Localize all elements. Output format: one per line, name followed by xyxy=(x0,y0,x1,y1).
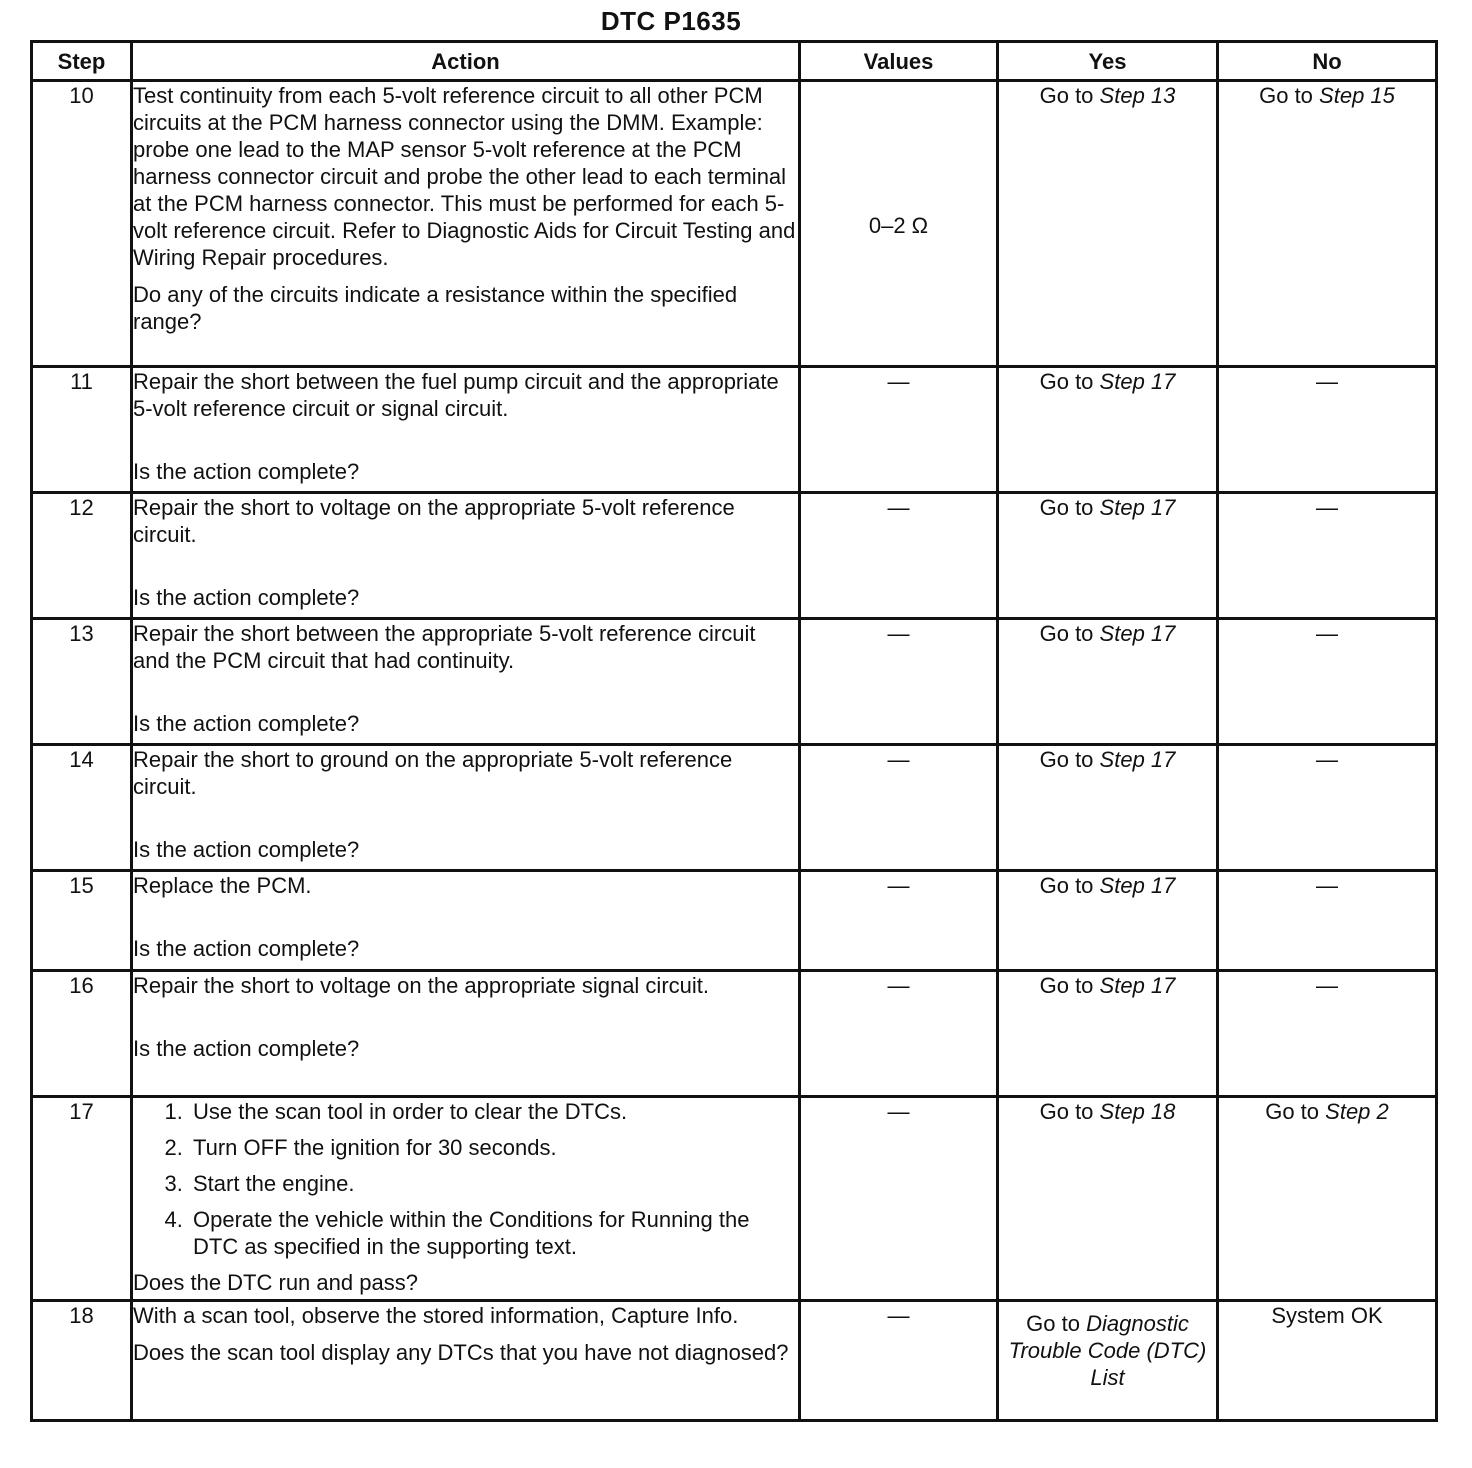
no-cell xyxy=(1218,1097,1437,1301)
page-title: DTC P1635 xyxy=(600,6,742,36)
action-cell xyxy=(132,367,800,493)
yes-cell xyxy=(998,367,1218,493)
list-item: 3. Start the engine. xyxy=(189,1170,798,1197)
action-question: Is the action complete? xyxy=(133,711,360,736)
values-cell: — xyxy=(800,971,998,1097)
action-cell xyxy=(132,1301,800,1421)
values-cell: — xyxy=(800,1097,998,1301)
action-text: Repair the short to voltage on the appropriate 5-volt reference circuit. xyxy=(133,495,735,547)
table-row xyxy=(32,367,1437,493)
step-link[interactable]: Step 13 xyxy=(1099,83,1176,108)
goto-prefix: Go to xyxy=(1039,621,1094,646)
goto-prefix: Go to xyxy=(1039,873,1094,898)
yes-cell xyxy=(998,971,1218,1097)
goto-prefix: Go to xyxy=(1039,83,1094,108)
step-link[interactable]: Step 17 xyxy=(1099,621,1176,646)
yes-cell xyxy=(998,1301,1218,1421)
table-row xyxy=(32,971,1437,1097)
yes-cell xyxy=(998,493,1218,619)
action-cell xyxy=(132,745,800,871)
header-values: Values xyxy=(800,42,998,81)
values-cell: — xyxy=(800,871,998,971)
values-cell: 0–2 Ω xyxy=(800,81,998,367)
action-question: Is the action complete? xyxy=(133,837,360,862)
header-step: Step xyxy=(32,42,132,81)
no-cell: — xyxy=(1218,619,1437,745)
table-row xyxy=(32,493,1437,619)
step-link[interactable]: Step 2 xyxy=(1325,1099,1389,1124)
procedure-list xyxy=(133,1098,798,1260)
table-row xyxy=(32,871,1437,971)
action-text: Repair the short between the appropriate 5-volt reference circuit and the PCM circuit that had continuity. xyxy=(133,621,756,673)
action-text: With a scan tool, observe the stored information, Capture Info. xyxy=(133,1303,739,1328)
spacer xyxy=(133,548,798,584)
action-cell xyxy=(132,493,800,619)
spacer xyxy=(133,999,798,1035)
spacer xyxy=(133,674,798,710)
action-text: Repair the short between the fuel pump circuit and the appropriate 5-volt reference circuit or signal circuit. xyxy=(133,369,779,421)
step-link[interactable]: Step 17 xyxy=(1099,973,1176,998)
action-text: Replace the PCM. xyxy=(133,873,312,898)
header-row xyxy=(32,42,1437,81)
action-question: Is the action complete? xyxy=(133,459,360,484)
list-item: 2. Turn OFF the ignition for 30 seconds. xyxy=(189,1134,798,1161)
step-link[interactable]: Step 18 xyxy=(1099,1099,1176,1124)
yes-cell xyxy=(998,745,1218,871)
header-no: No xyxy=(1218,42,1437,81)
table-row xyxy=(32,81,1437,367)
step-link[interactable]: Step 17 xyxy=(1099,369,1176,394)
goto-prefix: Go to xyxy=(1039,1099,1094,1124)
values-cell: — xyxy=(800,367,998,493)
table-row xyxy=(32,745,1437,871)
dtc-table xyxy=(30,40,1438,1422)
step-number: 15 xyxy=(32,871,132,971)
table-row xyxy=(32,619,1437,745)
action-cell xyxy=(132,1097,800,1301)
no-cell: — xyxy=(1218,871,1437,971)
action-text: Test continuity from each 5-volt reference circuit to all other PCM circuits at the PCM harness connector using the DMM. Example: probe one lead to the MAP sensor 5-volt reference at the PCM harness connector circuit and probe the other lead to each terminal at the PCM harness connector. This must be performed for each 5-volt reference circuit. Refer to Diagnostic Aids for Circuit Testing and Wiring Repair procedures. xyxy=(133,83,796,270)
dtc-list-link[interactable]: Diagnostic Trouble Code (DTC) List xyxy=(1008,1311,1207,1390)
action-question: Does the DTC run and pass? xyxy=(133,1270,418,1295)
step-number: 11 xyxy=(32,367,132,493)
values-cell: — xyxy=(800,745,998,871)
goto-prefix: Go to xyxy=(1265,1099,1320,1124)
action-question: Is the action complete? xyxy=(133,1036,360,1061)
no-cell: — xyxy=(1218,493,1437,619)
header-yes: Yes xyxy=(998,42,1218,81)
step-link[interactable]: Step 15 xyxy=(1319,83,1395,108)
values-cell: — xyxy=(800,619,998,745)
spacer xyxy=(133,1329,798,1339)
goto-prefix: Go to xyxy=(1039,369,1094,394)
goto-prefix: Go to xyxy=(1259,83,1313,108)
spacer xyxy=(133,422,798,458)
no-cell: — xyxy=(1218,367,1437,493)
spacer xyxy=(133,800,798,836)
no-cell: — xyxy=(1218,745,1437,871)
yes-cell xyxy=(998,619,1218,745)
action-cell xyxy=(132,81,800,367)
yes-cell xyxy=(998,81,1218,367)
goto-prefix: Go to xyxy=(1039,495,1094,520)
values-cell: — xyxy=(800,493,998,619)
step-number: 18 xyxy=(32,1301,132,1421)
action-cell xyxy=(132,971,800,1097)
no-cell xyxy=(1218,81,1437,367)
spacer xyxy=(133,271,798,281)
header-action: Action xyxy=(132,42,800,81)
no-cell: — xyxy=(1218,971,1437,1097)
no-cell: System OK xyxy=(1218,1301,1437,1421)
action-question: Does the scan tool display any DTCs that you have not diagnosed? xyxy=(133,1340,789,1365)
step-number: 13 xyxy=(32,619,132,745)
action-text: Repair the short to ground on the appropriate 5-volt reference circuit. xyxy=(133,747,733,799)
step-link[interactable]: Step 17 xyxy=(1099,873,1176,898)
yes-cell xyxy=(998,1097,1218,1301)
goto-prefix: Go to xyxy=(1026,1311,1080,1336)
action-question: Is the action complete? xyxy=(133,585,360,610)
goto-prefix: Go to xyxy=(1039,747,1094,772)
step-number: 14 xyxy=(32,745,132,871)
yes-cell xyxy=(998,871,1218,971)
action-cell xyxy=(132,871,800,971)
goto-prefix: Go to xyxy=(1039,973,1094,998)
step-link[interactable]: Step 17 xyxy=(1099,495,1176,520)
step-number: 16 xyxy=(32,971,132,1097)
step-link[interactable]: Step 17 xyxy=(1099,747,1176,772)
step-number: 12 xyxy=(32,493,132,619)
step-number: 10 xyxy=(32,81,132,367)
action-question: Is the action complete? xyxy=(133,936,360,961)
values-cell: — xyxy=(800,1301,998,1421)
list-item: 1. Use the scan tool in order to clear the DTCs. xyxy=(189,1098,798,1125)
table-row xyxy=(32,1097,1437,1301)
spacer xyxy=(133,899,798,935)
list-item: 4. Operate the vehicle within the Conditions for Running the DTC as specified in the supporting text. xyxy=(189,1206,798,1260)
table-row xyxy=(32,1301,1437,1421)
action-cell xyxy=(132,619,800,745)
action-question: Do any of the circuits indicate a resistance within the specified range? xyxy=(133,282,738,334)
action-text: Repair the short to voltage on the appropriate signal circuit. xyxy=(133,973,709,998)
step-number: 17 xyxy=(32,1097,132,1301)
